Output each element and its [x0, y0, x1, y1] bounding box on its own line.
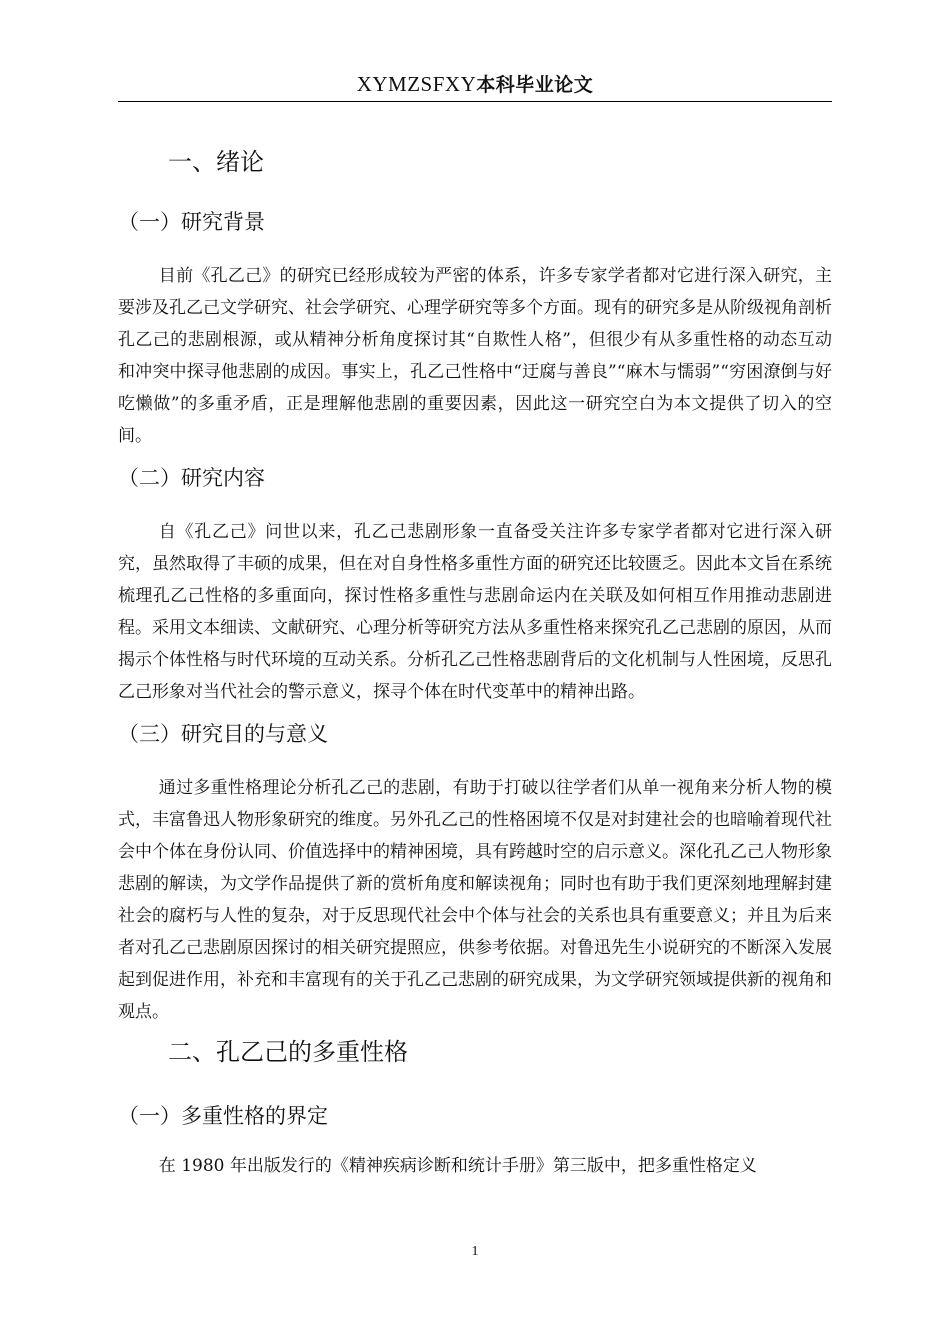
section-1-1-paragraph: 目前《孔乙己》的研究已经形成较为严密的体系，许多专家学者都对它进行深入研究，主要涉及孔乙己文学研究、社会学研究、心理学研究等多个方面。现有的研究多是从阶级视角剖析孔乙己的悲剧根源，或从精神分析角度探讨其“自欺性人格”，但很少有从多重性格的动态互动和冲突中探寻他悲剧的成因。事实上，孔乙己性格中“迂腐与善良”“麻木与懦弱”“穷困潦倒与好吃懒做”的多重矛盾，正是理解他悲剧的重要因素，因此这一研究空白为本文提供了切入的空间。 — [118, 266, 832, 446]
page-number: 1 — [471, 1244, 479, 1259]
section-1-2-title: （二）研究内容 — [118, 466, 265, 490]
chapter-2-title: 二、孔乙己的多重性格 — [168, 1038, 408, 1066]
header-title: 本科毕业论文 — [476, 74, 594, 96]
section-1-3-title: （三）研究目的与意义 — [118, 722, 328, 746]
section-1-1-title: （一）研究背景 — [118, 210, 265, 234]
section-1-3-paragraph: 通过多重性格理论分析孔乙己的悲剧，有助于打破以往学者们从单一视角来分析人物的模式，丰富鲁迅人物形象研究的维度。另外孔乙己的性格困境不仅是对封建社会的也暗喻着现代社会中个体在身份认同、价值选择中的精神困境，具有跨越时空的启示意义。深化孔乙己人物形象悲剧的解读，为文学作品提供了新的赏析角度和解读视角；同时也有助于我们更深刻地理解封建社会的腐朽与人性的复杂，对于反思现代社会中个体与社会的关系也具有重要意义；并且为后来者对孔乙己悲剧原因探讨的相关研究提照应，供参考依据。对鲁迅先生小说研究的不断深入发展起到促进作用，补充和丰富现有的关于孔乙己悲剧的研究成果，为文学研究领域提供新的视角和观点。 — [118, 778, 832, 1022]
header-rule — [118, 101, 832, 102]
section-1-2-paragraph: 自《孔乙己》问世以来，孔乙己悲剧形象一直备受关注许多专家学者都对它进行深入研究，虽然取得了丰硕的成果，但在对自身性格多重性方面的研究还比较匮乏。因此本文旨在系统梳理孔乙己性格的多重面向，探讨性格多重性与悲剧命运内在关联及如何相互作用推动悲剧进程。采用文本细读、文献研究、心理分析等研究方法从多重性格来探究孔乙己悲剧的原因，从而揭示个体性格与时代环境的互动关系。分析孔乙己性格悲剧背后的文化机制与人性困境，反思孔乙己形象对当代社会的警示意义，探寻个体在时代变革中的精神出路。 — [118, 522, 832, 702]
section-2-1-paragraph: 在 1980 年出版发行的《精神疾病诊断和统计手册》第三版中，把多重性格定义 — [158, 1156, 757, 1176]
header-code: XYMZSFXY — [356, 72, 477, 96]
document-body — [118, 140, 832, 1182]
section-2-1-title: （一）多重性格的界定 — [118, 1104, 328, 1128]
chapter-1-title: 一、绪论 — [168, 148, 264, 176]
page-header — [118, 70, 832, 99]
